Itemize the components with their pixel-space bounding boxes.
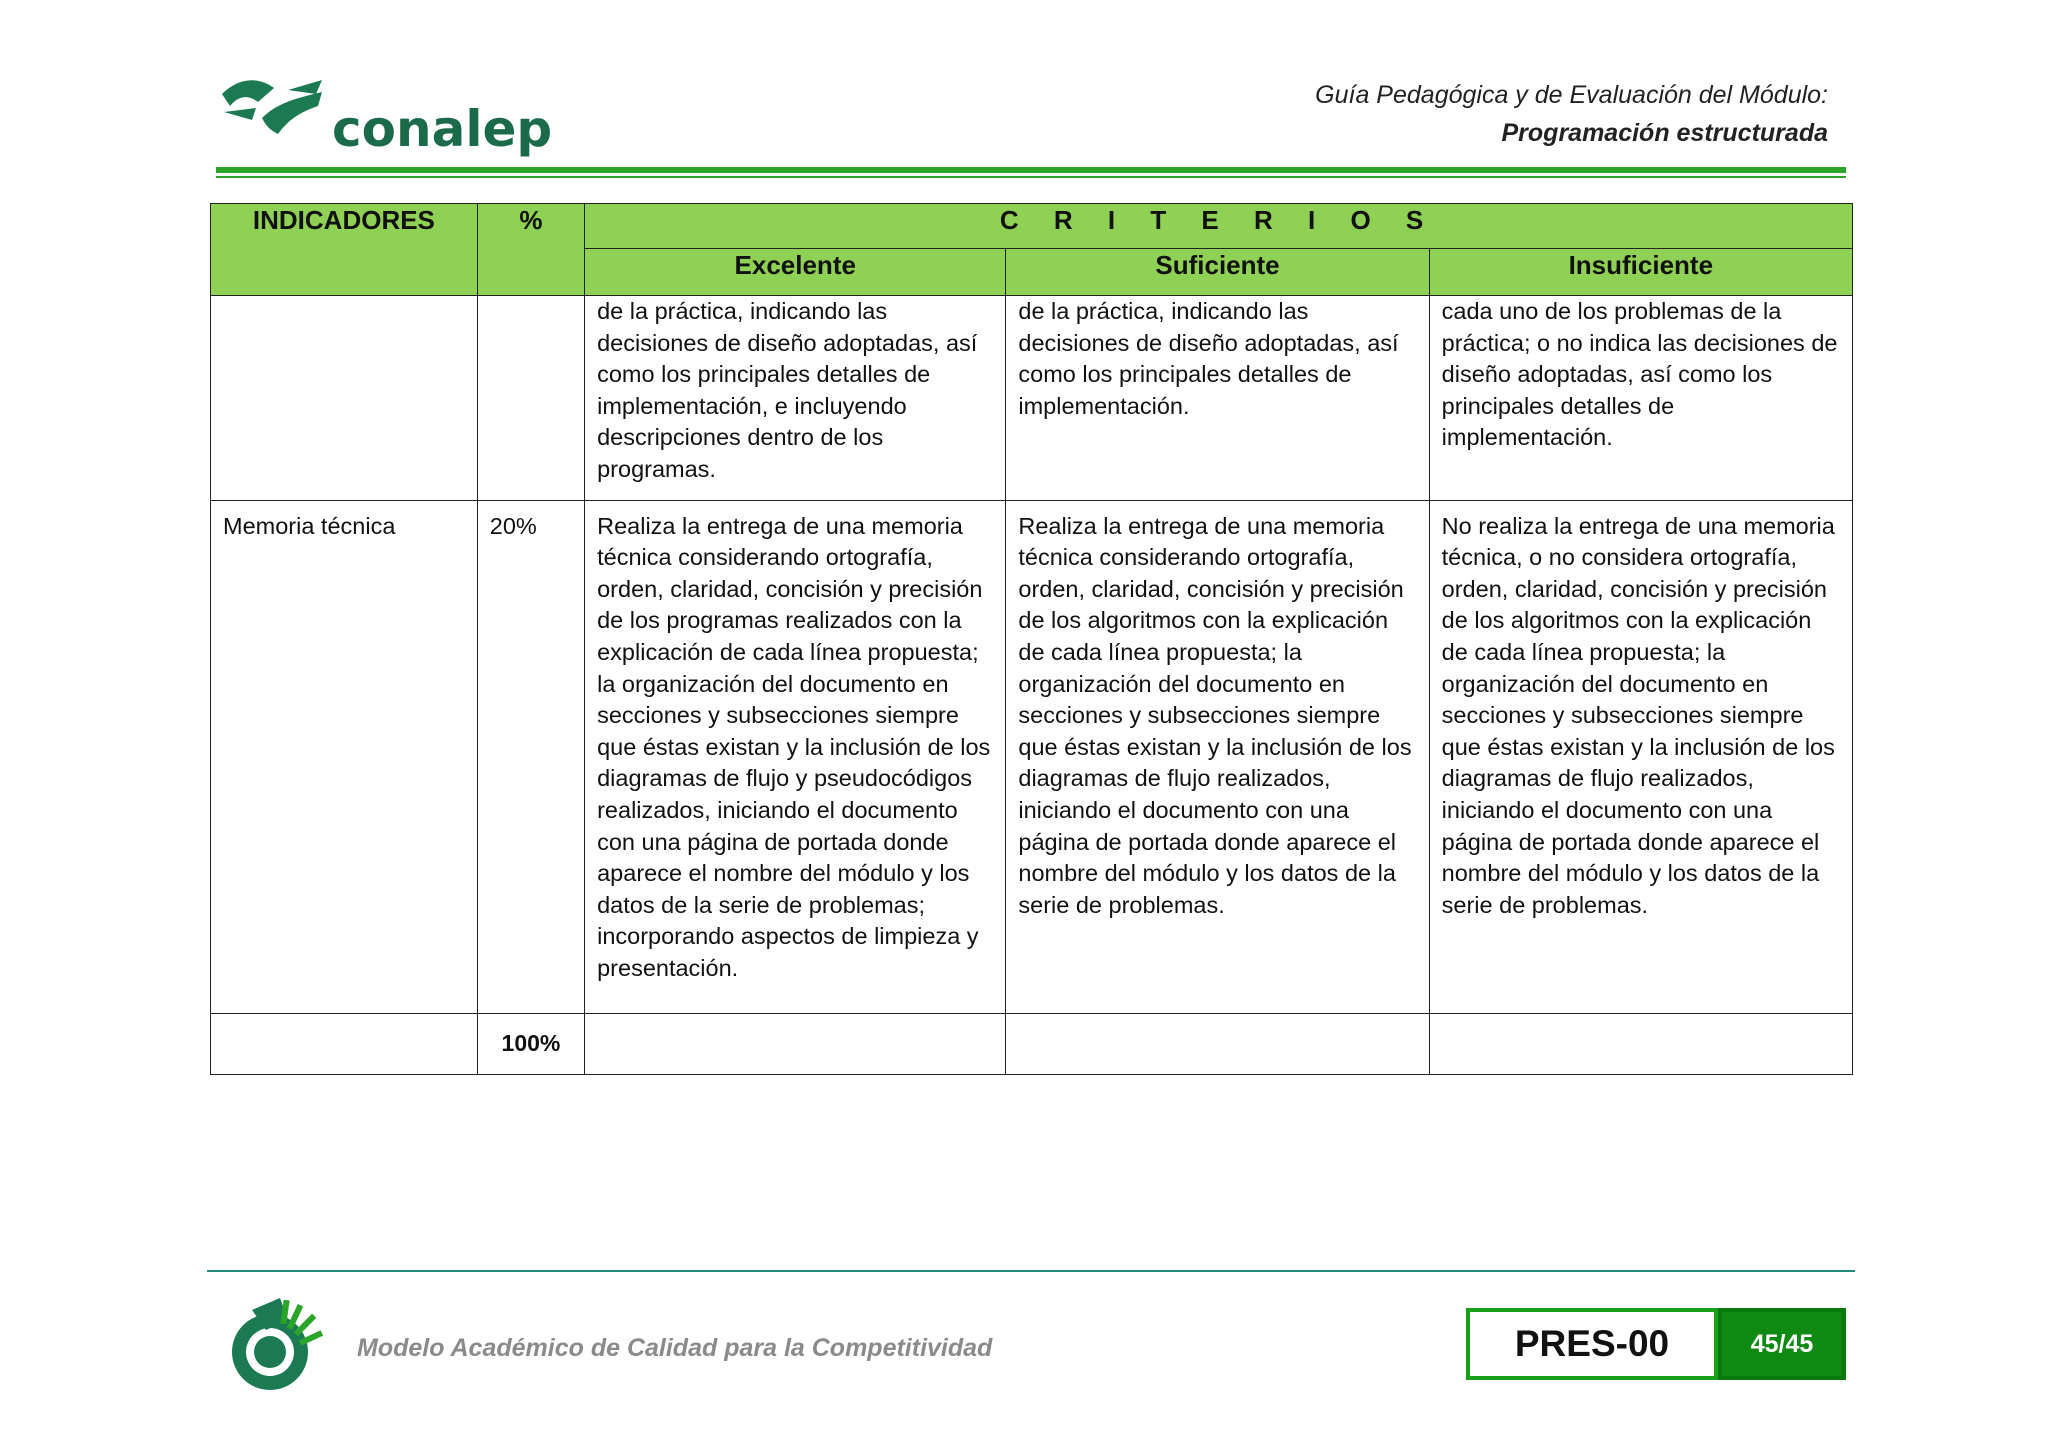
- table-row: [211, 500, 1853, 1013]
- footer-rule: [207, 1270, 1855, 1272]
- blank-cell: [1006, 1013, 1429, 1074]
- seal-icon: [222, 1290, 332, 1400]
- document-code: PRES-00: [1466, 1308, 1718, 1380]
- excelente-cell: de la práctica, indicando las decisiones de diseño adoptadas, así como los principales detalles de implementación, e incluyendo descripciones dentro de los programas.: [585, 296, 1006, 501]
- header-suficiente: Suficiente: [1006, 249, 1429, 296]
- indicador-cell: [211, 296, 478, 501]
- conalep-logo: [218, 72, 553, 162]
- header-criterios: C R I T E R I O S: [585, 204, 1853, 249]
- indicador-cell: Memoria técnica: [211, 500, 478, 1013]
- blank-cell: [211, 1013, 478, 1074]
- total-percent: 100%: [477, 1013, 584, 1074]
- suficiente-cell: Realiza la entrega de una memoria técnica considerando ortografía, orden, claridad, concisión y precisión de los algoritmos con la explicación de cada línea propuesta; la organización del documento en secciones y subsecciones siempre que éstas existan y la inclusión de los diagramas de flujo realizados, iniciando el documento con una página de portada donde aparece el nombre del módulo y los datos de la serie de problemas.: [1006, 500, 1429, 1013]
- header-rule: [216, 167, 1846, 173]
- footer-model-text: Modelo Académico de Calidad para la Competitividad: [357, 1334, 993, 1362]
- header-insuficiente: Insuficiente: [1429, 249, 1852, 296]
- total-row: [211, 1013, 1853, 1074]
- insuficiente-cell: No realiza la entrega de una memoria técnica, o no considera ortografía, orden, claridad, concisión y precisión de los algoritmos con la explicación de cada línea propuesta; la organización del documento en secciones y subsecciones siempre que éstas existan y la inclusión de los diagramas de flujo realizados, iniciando el documento con una página de portada donde aparece el nombre del módulo y los datos de la serie de problemas.: [1429, 500, 1852, 1013]
- title-line-1: Guía Pedagógica y de Evaluación del Módulo:: [1315, 81, 1828, 109]
- suficiente-cell: de la práctica, indicando las decisiones de diseño adoptadas, así como los principales detalles de implementación.: [1006, 296, 1429, 501]
- excelente-cell: Realiza la entrega de una memoria técnica considerando ortografía, orden, claridad, concisión y precisión de los programas realizados con la explicación de cada línea propuesta; la organización del documento en secciones y subsecciones siempre que éstas existan y la inclusión de los diagramas de flujo y pseudocódigos realizados, iniciando el documento con una página de portada donde aparece el nombre del módulo y los datos de la serie de problemas; incorporando aspectos de limpieza y presentación.: [585, 500, 1006, 1013]
- header-percent: %: [477, 204, 584, 296]
- header-rule-thin: [216, 176, 1846, 178]
- blank-cell: [585, 1013, 1006, 1074]
- document-title: [1315, 76, 1828, 152]
- quality-model-seal: [222, 1290, 332, 1400]
- blank-cell: [1429, 1013, 1852, 1074]
- insuficiente-cell: cada uno de los problemas de la práctica; o no indica las decisiones de diseño adoptadas, así como los principales detalles de implementación.: [1429, 296, 1852, 501]
- conalep-logo-icon: [218, 72, 330, 152]
- title-line-2: Programación estructurada: [1501, 119, 1828, 147]
- logo-wordmark: conalep: [332, 100, 553, 158]
- header-excelente: Excelente: [585, 249, 1006, 296]
- rubric-table: [210, 203, 1853, 1075]
- header-indicadores: INDICADORES: [211, 204, 478, 296]
- page-number: 45/45: [1718, 1308, 1846, 1380]
- percent-cell: 20%: [477, 500, 584, 1013]
- percent-cell: [477, 296, 584, 501]
- table-row: [211, 296, 1853, 501]
